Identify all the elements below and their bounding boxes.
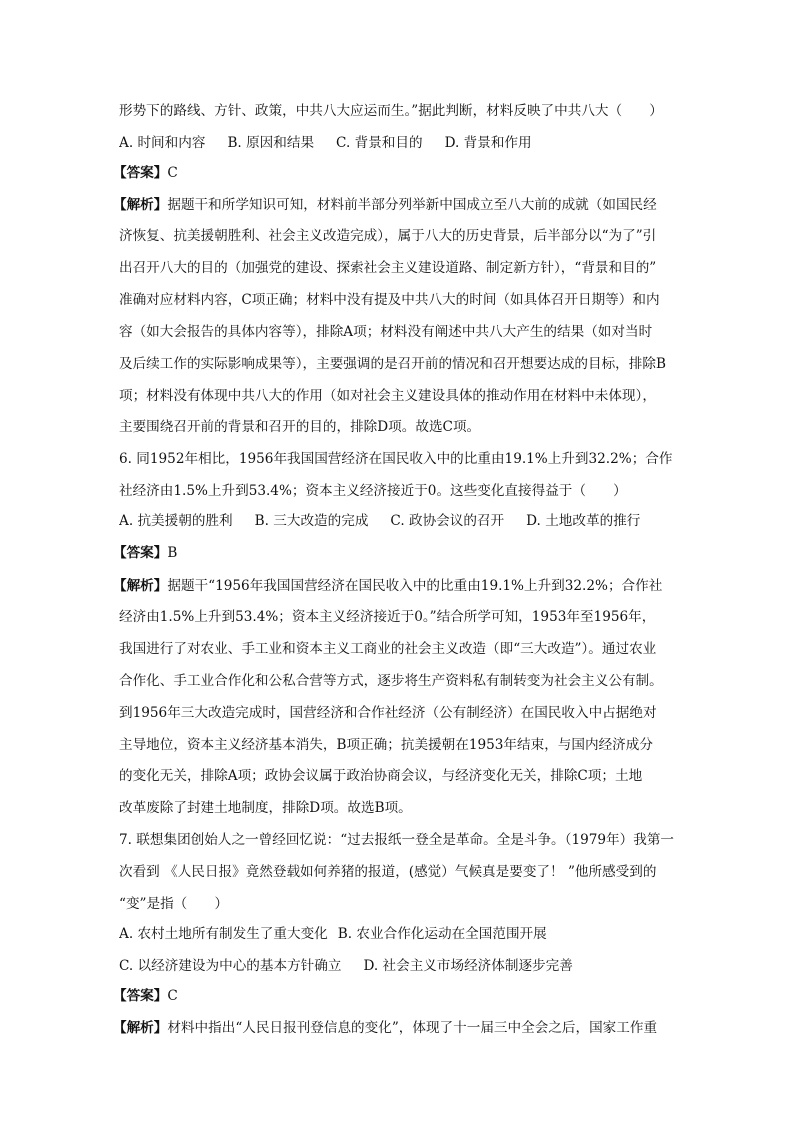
option-c: C. 以经济建设为中心的基本方针确立 [119,958,342,974]
text-line: 社经济由1.5%上升到53.4%；资本主义经济接近于0。这些变化直接得益于（ ） [119,483,627,499]
answer-value: C [167,988,178,1004]
option-d: D. 背景和作用 [444,135,532,151]
option-a: A. 抗美援朝的胜利 [119,513,233,529]
text-line: 出召开八大的目的（加强党的建设、探索社会主义建设道路、制定新方针），“背景和目的” [119,260,657,276]
analysis-text: 据题干和所学知识可知，材料前半部分列举新中国成立至八大前的成就（如国民经 [167,197,657,213]
text-line: 改革废除了封建土地制度，排除D项。故选B项。 [119,800,412,816]
q7-options-row-2 [119,956,679,976]
text-line: 次看到 《人民日报》竟然登载如何养猪的报道，(感觉）气候真是要变了！ ”他所感受到的 [119,864,657,880]
option-c: C. 政协会议的召开 [390,513,505,529]
text-line: 济恢复、抗美援朝胜利、社会主义改造完成），属于八大的历史背景，后半部分以“为了”引 [119,228,657,244]
q7-options-row-1 [119,924,679,944]
text-line: 项；材料没有体现中共八大的作用（如对社会主义建设具体的推动作用在材料中未体现）， [119,388,656,404]
q6-options [119,511,679,531]
text-line: 及后续工作的实际影响成果等），主要强调的是召开前的情况和召开想要达成的目标，排除B [119,356,666,372]
text-line: 到1956年三大改造完成时，国营经济和合作社经济（公有制经济）在国民收入中占据绝对 [119,705,657,721]
q7-answer [113,986,673,1006]
q5-answer [113,163,673,183]
option-c: C. 背景和目的 [336,135,423,151]
text-line: “变”是指（ ） [119,896,229,912]
text-line: 主导地位，资本主义经济基本消失，B项正确；抗美援朝在1953年结束，与国内经济成分 [119,737,653,753]
text-line: 的变化无关，排除A项；政协会议属于政治协商会议，与经济变化无关，排除C项；土地 [119,768,643,784]
q6-answer [113,543,673,563]
text-line: 主要围绕召开前的背景和召开的目的，排除D项。故选C项。 [119,419,481,435]
answer-value: C [167,165,178,181]
analysis-tag: 【解析】 [113,578,168,594]
q7-analysis-first-line [113,1018,673,1038]
analysis-tag: 【解析】 [113,1020,168,1036]
q5-options [119,133,679,153]
text-line: 经济由1.5%上升到53.4%；资本主义经济接近于0。”结合所学可知，1953年至1956年， [119,609,656,625]
q6-analysis-first-line [113,576,673,596]
text-line: 容（如大会报告的具体内容等），排除A项；材料没有阐述中共八大产生的结果（如对当时 [119,324,653,340]
q5-analysis-first-line [113,195,673,215]
text-line: 合作化、手工业合作化和公私合营等方式，逐步将生产资料私有制转变为社会主义公有制。 [119,673,663,689]
text-line: 形势下的路线、方针、政策，中共八大应运而生。”据此判断，材料反映了中共八大（ ） [119,103,663,119]
option-b: B. 原因和结果 [227,135,315,151]
question-7-stem: 7. 联想集团创始人之一曾经回忆说：“过去报纸一登全是革命。全是斗争。（1979年）我第一 [119,832,675,848]
option-a: A. 时间和内容 [119,135,206,151]
option-b: B. 农业合作化运动在全国范围开展 [337,926,547,942]
option-d: D. 土地改革的推行 [526,513,641,529]
text-line: 准确对应材料内容，C项正确；材料中没有提及中共八大的时间（如具体召开日期等）和内 [119,292,660,308]
analysis-text: 材料中指出“人民日报刊登信息的变化”，体现了十一届三中全会之后，国家工作重 [167,1020,658,1036]
analysis-tag: 【解析】 [113,197,168,213]
answer-tag: 【答案】 [113,988,168,1004]
question-6-stem: 6. 同1952年相比，1956年我国国营经济在国民收入中的比重由19.1%上升到32.2%；合作 [119,451,673,467]
option-a: A. 农村土地所有制发生了重大变化 [119,926,328,942]
answer-value: B [167,545,178,561]
option-d: D. 社会主义市场经济体制逐步完善 [363,958,573,974]
option-b: B. 三大改造的完成 [254,513,369,529]
answer-tag: 【答案】 [113,165,168,181]
answer-tag: 【答案】 [113,545,168,561]
text-line: 我国进行了对农业、手工业和资本主义工商业的社会主义改造（即“三大改造”）。通过农业 [119,641,657,657]
analysis-text: 据题干“1956年我国国营经济在国民收入中的比重由19.1%上升到32.2%；合作社 [167,578,663,594]
